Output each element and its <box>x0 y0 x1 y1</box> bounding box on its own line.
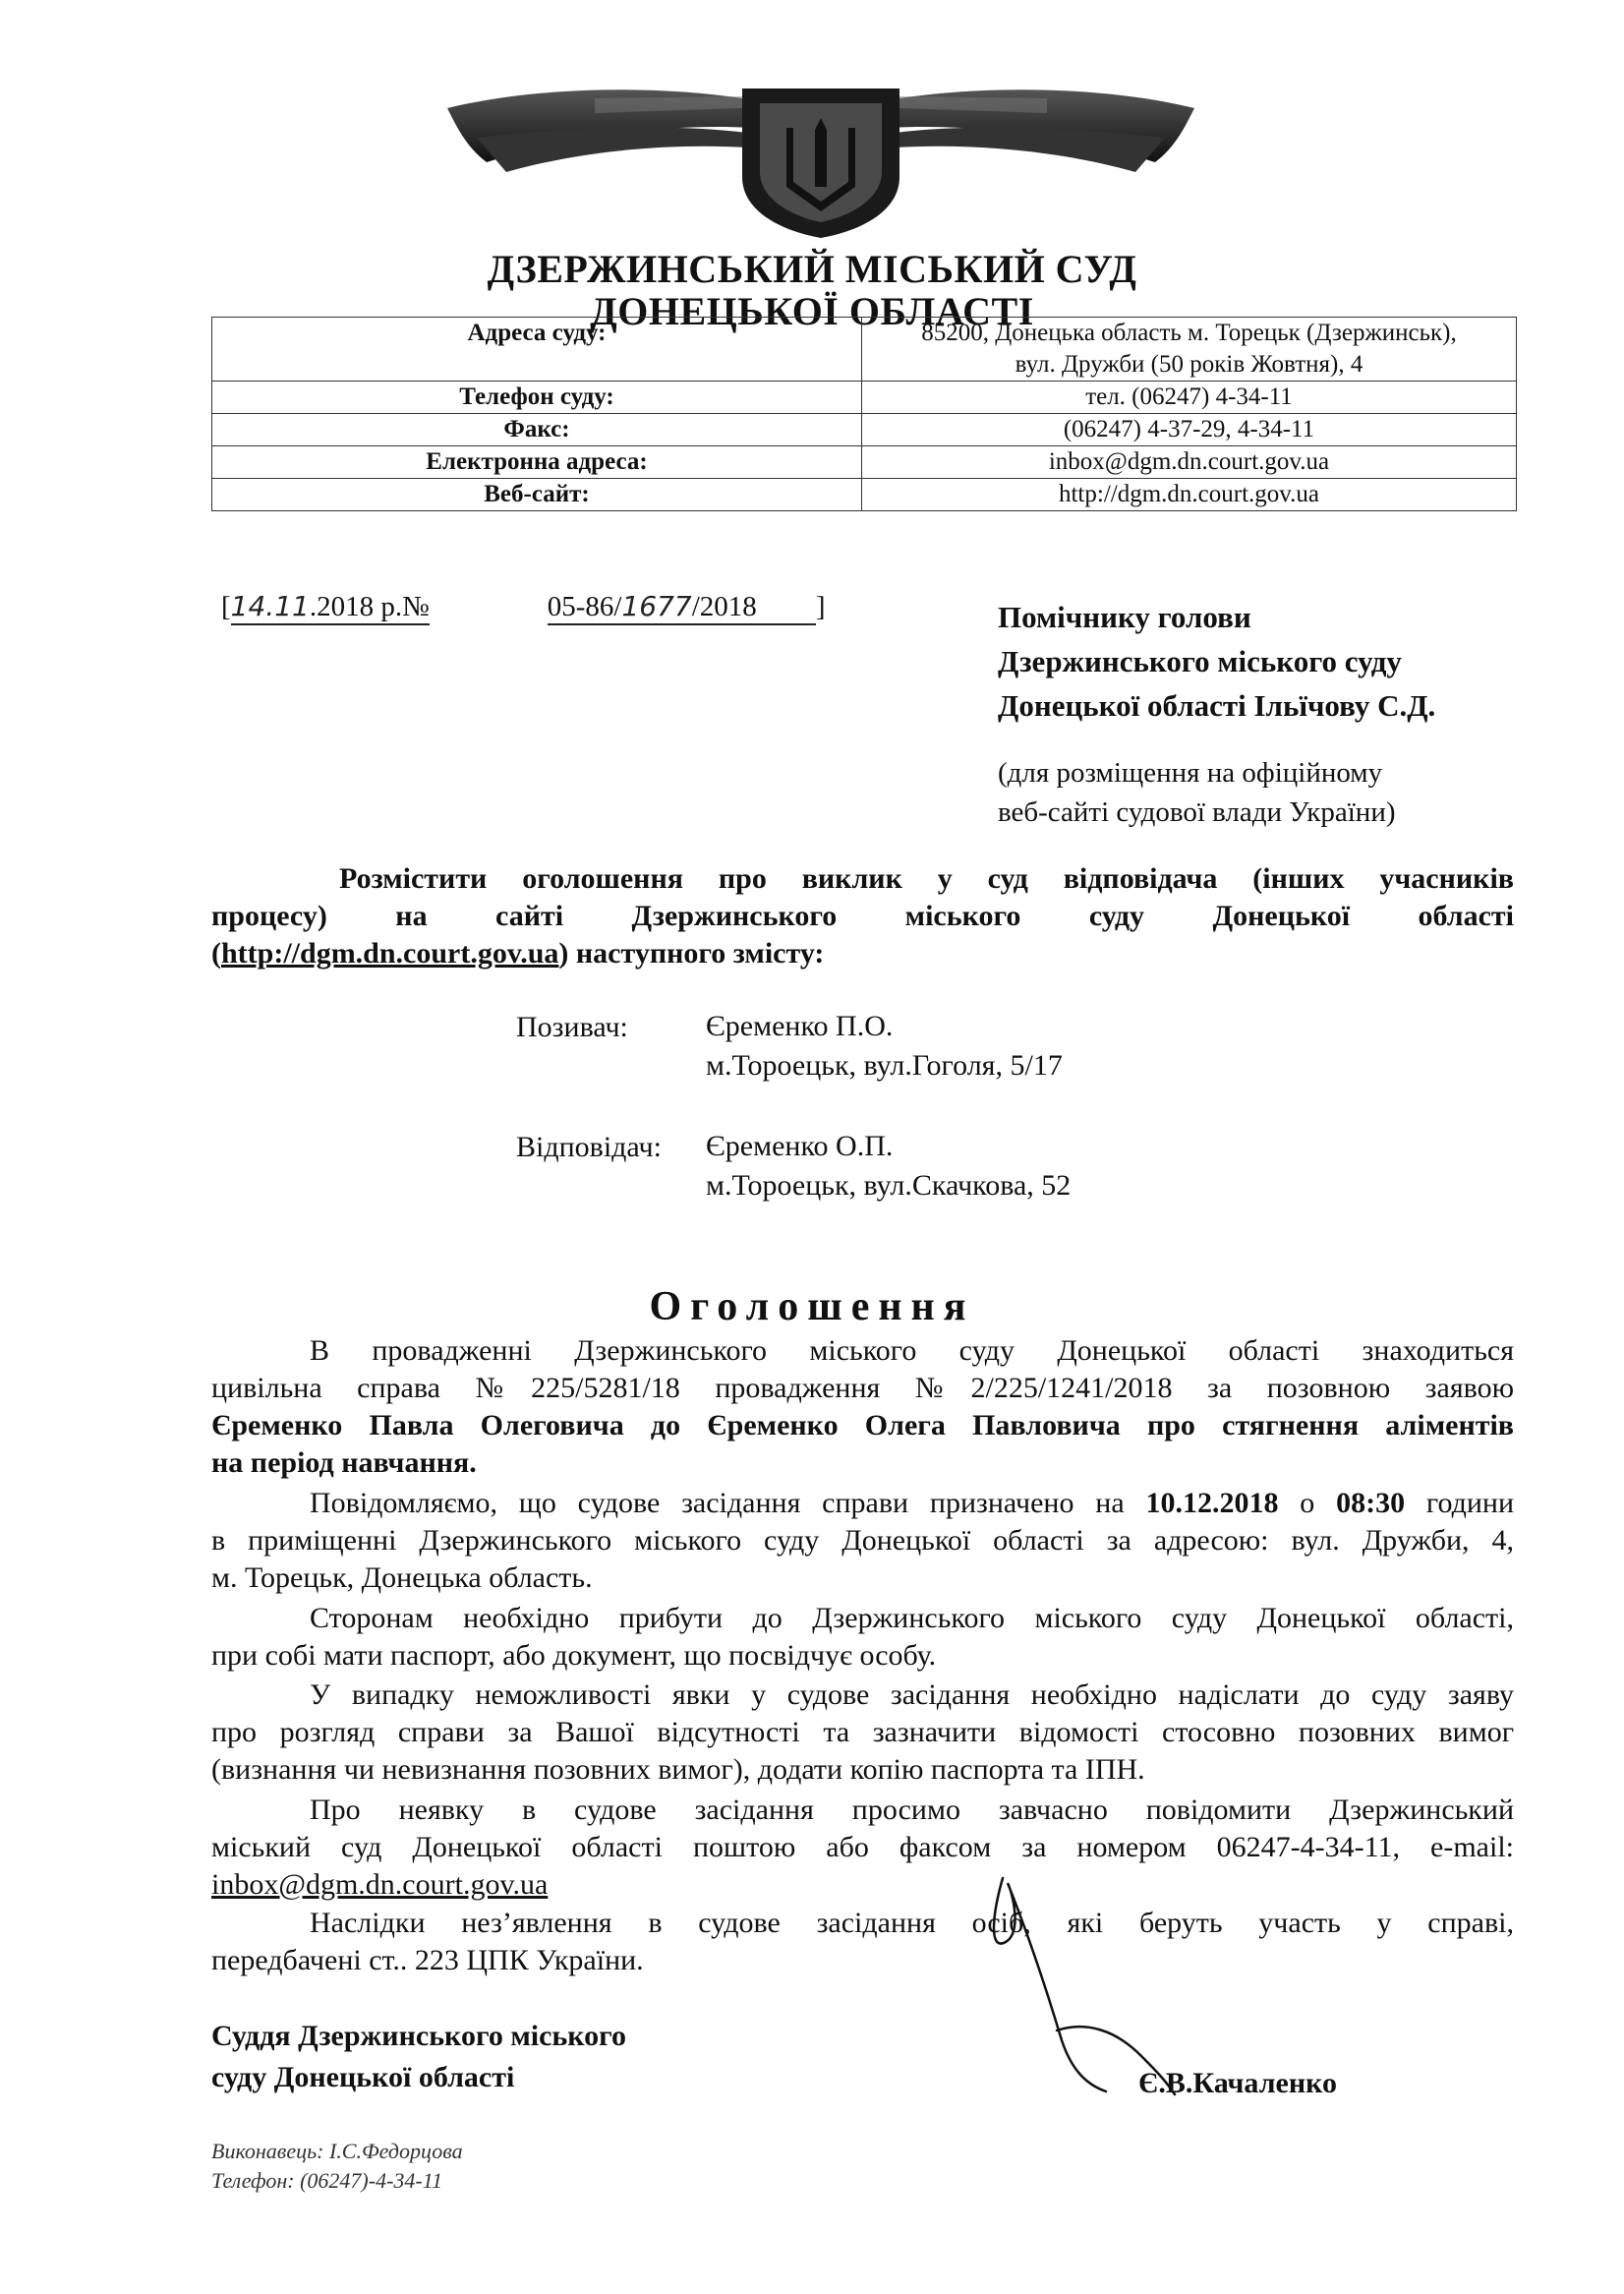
notice-p4-line2: про розгляд справи за Вашої відсутності та зазначити відомості стосовно позовних вимог <box>211 1716 1514 1748</box>
email-label: Електронна адреса: <box>212 446 862 479</box>
notice-paragraph-1 <box>211 1332 1514 1482</box>
notice-p4-line3: (визнання чи невизнання позовних вимог), додати копію паспорта та ІПН. <box>211 1753 1145 1786</box>
plaintiff-address: м.Тороецьк, вул.Гоголя, 5/17 <box>706 1049 1063 1082</box>
defendant-info <box>706 1127 1071 1206</box>
hearing-date: 10.12.2018 <box>1145 1487 1279 1519</box>
request-line1: Розмістити оголошення про виклик у суд відповідача (інших учасників <box>339 862 1514 895</box>
table-row <box>212 446 1517 479</box>
request-paragraph <box>211 860 1514 972</box>
court-emblem-icon <box>447 69 1194 241</box>
outgoing-date <box>231 590 430 625</box>
hearing-time: 08:30 <box>1336 1487 1406 1519</box>
defendant-label: Відповідач: <box>516 1131 662 1163</box>
plaintiff-name: Єременко П.О. <box>706 1010 894 1042</box>
notice-paragraph-3 <box>211 1600 1514 1675</box>
notice-p5-line2: міський суд Донецької області поштою або факсом за номером 06247-4-34-11, e-mail: <box>211 1831 1514 1863</box>
defendant-address: м.Тороецьк, вул.Скачкова, 52 <box>706 1169 1072 1202</box>
addressee-note1: (для розміщення на офіційному <box>998 757 1383 789</box>
notice-p1-line2: цивільна справа №225/5281/18 провадження №2/225/1241/2018 за позовною заявою <box>211 1372 1514 1404</box>
handwritten-signature <box>968 1873 1185 2099</box>
fax-value: (06247) 4-37-29, 4-34-11 <box>862 414 1517 446</box>
plaintiff-label: Позивач: <box>516 1011 628 1043</box>
number-prefix: 05-86/ <box>547 591 622 622</box>
addressee-line3: Донецької області Ільїчову С.Д. <box>998 688 1436 723</box>
phone-label: Телефон суду: <box>212 382 862 414</box>
table-row <box>212 382 1517 414</box>
addressee-line2: Дзержинського міського суду <box>998 644 1402 678</box>
number-suffix: /2018 <box>691 591 757 622</box>
notice-p2-line1 <box>211 1485 1514 1522</box>
outgoing-number <box>221 590 825 625</box>
table-row <box>212 479 1517 511</box>
bracket-close: ] <box>815 591 826 622</box>
notice-p1-line4: на період навчання. <box>211 1446 477 1479</box>
court-name-line2: ДОНЕЦЬКОЇ ОБЛАСТІ <box>590 289 1034 333</box>
address-value <box>862 318 1517 382</box>
notice-paragraph-6 <box>211 1905 1514 1979</box>
notice-p6-line2: передбачені ст.. 223 ЦПК України. <box>211 1944 644 1976</box>
notice-paragraph-5 <box>211 1792 1514 1904</box>
court-website-link[interactable]: http://dgm.dn.court.gov.ua <box>221 937 559 970</box>
notice-paragraph-2 <box>211 1485 1514 1597</box>
defendant-name: Єременко О.П. <box>706 1130 894 1162</box>
judge-title-line1: Суддя Дзержинського міського <box>211 2020 627 2052</box>
request-line3-rest: ) наступного змісту: <box>558 937 825 970</box>
website-value: http://dgm.dn.court.gov.ua <box>862 479 1517 511</box>
executor-info: Виконавець: І.С.Федорцова <box>211 2139 463 2163</box>
outgoing-year: .2018 р.№ <box>309 591 430 622</box>
notice-p2-line3: м. Торецьк, Донецька область. <box>211 1561 593 1594</box>
judge-title-line2: суду Донецької області <box>211 2061 515 2093</box>
fax-label: Факс: <box>212 414 862 446</box>
request-line2: процесу) на сайті Дзержинського міського суду Донецької області <box>211 900 1514 932</box>
notice-p3-line2: при собі мати паспорт, або документ, що посвідчує особу. <box>211 1639 937 1672</box>
request-line3: (http://dgm.dn.court.gov.ua) наступного змісту: <box>211 937 825 970</box>
addressee-line1: Помічнику голови <box>998 600 1251 634</box>
bracket-open: [ <box>221 591 231 622</box>
court-email-link[interactable]: inbox@dgm.dn.court.gov.ua <box>211 1868 549 1901</box>
phone-value: тел. (06247) 4-34-11 <box>862 382 1517 414</box>
notice-p2-text-c: години <box>1405 1487 1515 1519</box>
outgoing-reg-number <box>548 590 816 625</box>
notice-p6-line1: Наслідки нез’явлення в судове засідання осіб, які беруть участь у справі, <box>310 1907 1514 1939</box>
notice-p4-line1: У випадку неможливості явки у судове засідання необхідно надіслати до суду заяву <box>310 1678 1514 1711</box>
notice-p5-line1: Про неявку в судове засідання просимо завчасно повідомити Дзержинський <box>310 1794 1514 1826</box>
notice-p1-line3: Єременко Павла Олеговича до Єременко Олега Павловича про стягнення аліментів <box>211 1409 1514 1441</box>
email-value: inbox@dgm.dn.court.gov.ua <box>862 446 1517 479</box>
notice-paragraph-4 <box>211 1676 1514 1789</box>
notice-p1-line1: В провадженні Дзержинського міського суду Донецької області знаходиться <box>310 1334 1514 1367</box>
court-name-line1: ДЗЕРЖИНСЬКИЙ МІСЬКИЙ СУД <box>487 247 1137 291</box>
website-label: Веб-сайт: <box>212 479 862 511</box>
address-line2: вул. Дружби (50 років Жовтня), 4 <box>1015 351 1363 378</box>
notice-p2-text-a: Повідомляємо, що судове засідання справи призначено на <box>310 1487 1146 1519</box>
address-label: Адреса суду: <box>212 318 862 382</box>
plaintiff-info <box>706 1007 1063 1086</box>
address-line1: 85200, Донецька область м. Торецьк (Дзержинськ), <box>921 320 1457 346</box>
table-row <box>212 414 1517 446</box>
judge-name: Є.В.Качаленко <box>1138 2067 1338 2099</box>
notice-heading: Оголошення <box>649 1284 975 1329</box>
judge-title <box>211 2016 626 2098</box>
handwritten-date: 14.11 <box>230 590 310 622</box>
notice-p5-line3 <box>211 1866 1514 1904</box>
table-row <box>212 318 1517 382</box>
contact-table <box>211 317 1517 511</box>
notice-p2-line2: в приміщенні Дзержинського міського суду Донецької області за адресою: вул. Дружби, 4, <box>211 1524 1514 1557</box>
notice-p2-text-b: о <box>1278 1487 1337 1519</box>
notice-p3-line1: Сторонам необхідно прибути до Дзержинського міського суду Донецької області, <box>310 1602 1514 1634</box>
executor-phone: Телефон: (06247)-4-34-11 <box>211 2168 443 2193</box>
handwritten-number: 1677 <box>621 590 692 622</box>
addressee-note2: веб-сайті судової влади України) <box>998 796 1396 828</box>
